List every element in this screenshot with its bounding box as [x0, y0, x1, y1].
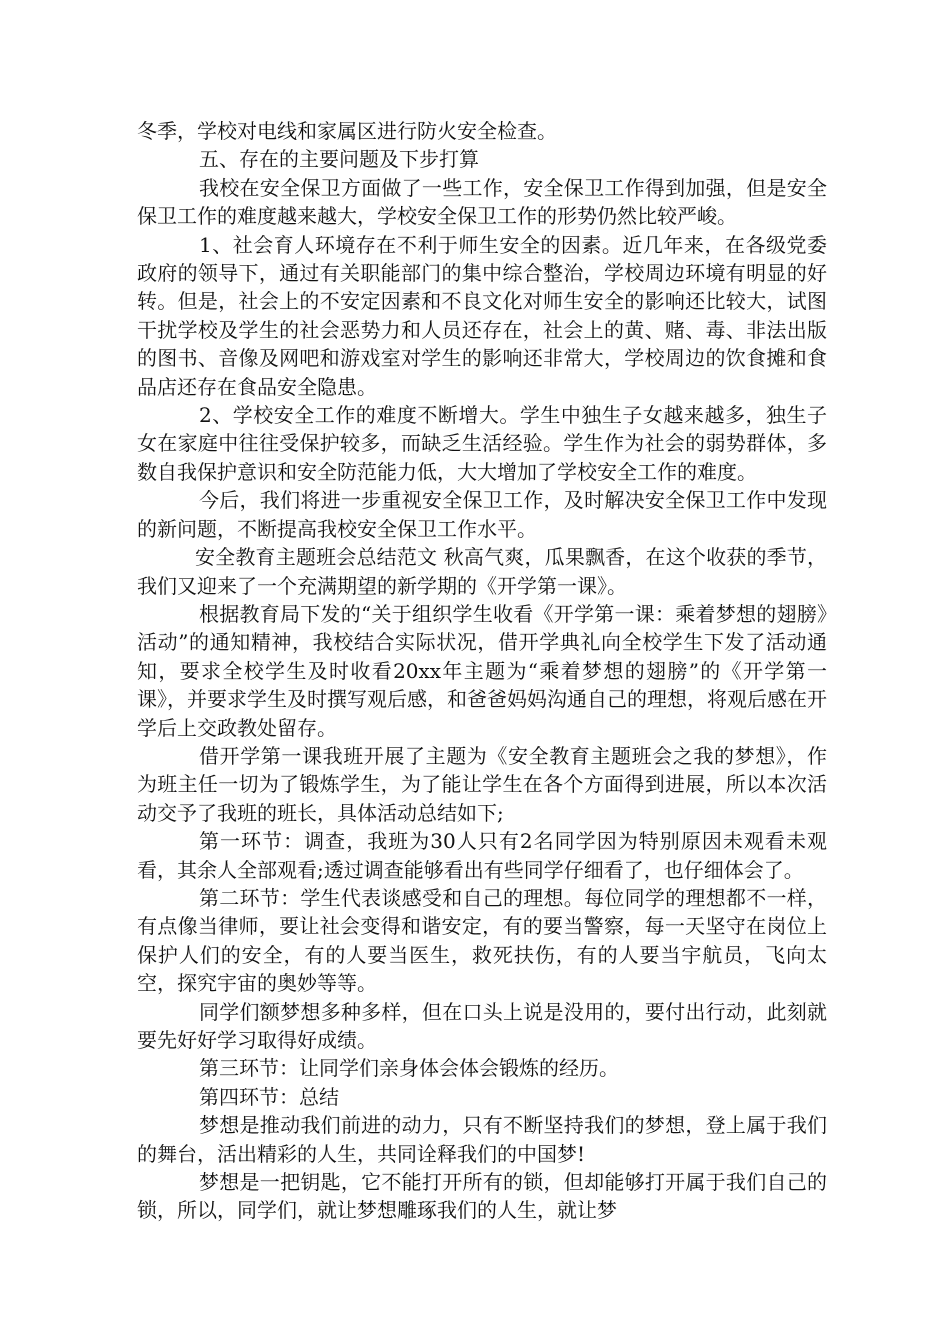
paragraph-step-3: 第三环节：让同学们亲身体会体会锻炼的经历。	[199, 1056, 619, 1081]
paragraph-activity-theme: 借开学第一课我班开展了主题为《安全教育主题班会之我的梦想》，作为班主任一切为了锻炼学生，为了能让学生在各个方面得到进展，所以本次活动交予了我班的班长，具体活动总结如下;	[137, 743, 827, 825]
paragraph-dream-key: 梦想是一把钥匙，它不能打开所有的锁，但却能够打开属于我们自己的锁，所以，同学们，就让梦想雕琢我们的人生，就让梦	[137, 1170, 827, 1223]
paragraph-dream-motivation: 梦想是推动我们前进的动力，只有不断坚持我们的梦想，登上属于我们的舞台，活出精彩的人生，共同诠释我们的中国梦!	[137, 1113, 827, 1166]
paragraph-step-1: 第一环节：调查，我班为30人只有2名同学因为特别原因未观看未观看，其余人全部观看;透过调查能够看出有些同学仔细看了，也仔细体会了。	[137, 829, 827, 882]
paragraph-summary-intro: 我校在安全保卫方面做了一些工作，安全保卫工作得到加强，但是安全保卫工作的难度越来越大，学校安全保卫工作的形势仍然比较严峻。	[137, 175, 827, 229]
document-body	[137, 117, 827, 1225]
paragraph-issue-1: 1、社会育人环境存在不利于师生安全的因素。近几年来，在各级党委政府的领导下，通过有关职能部门的集中综合整治，学校周边环境有明显的好转。但是，社会上的不安定因素和不良文化对师生安全的影响还比较大，试图干扰学校及学生的社会恶势力和人员还存在，社会上的黄、赌、毒、非法出版的图书、音像及网吧和游戏室对学生的影响还非常大，学校周边的饮食摊和食品店还存在食品安全隐患。	[137, 232, 827, 399]
paragraph-step-2: 第二环节：学生代表谈感受和自己的理想。每位同学的理想都不一样，有点像当律师，要让社会变得和谐安定，有的要当警察，每一天坚守在岗位上保护人们的安全，有的人要当医生，救死扶伤，有的人要当宇航员，飞向太空，探究宇宙的奥妙等等。	[137, 885, 827, 996]
paragraph-notice: 根据教育局下发的“关于组织学生收看《开学第一课：乘着梦想的翅膀》活动”的通知精神，我校结合实际状况，借开学典礼向全校学生下发了活动通知，要求全校学生及时收看20xx年主题为“乘着梦想的翅膀”的《开学第一课》，并要求学生及时撰写观后感，和爸爸妈妈沟通自己的理想，将观后感在开学后上交政教处留存。	[137, 601, 827, 740]
paragraph-dreams-action: 同学们额梦想多种多样，但在口头上说是没用的，要付出行动，此刻就要先好好学习取得好成绩。	[137, 999, 827, 1052]
paragraph-step-4: 第四环节：总结	[199, 1084, 339, 1109]
paragraph-issue-2: 2、学校安全工作的难度不断增大。学生中独生子女越来越多，独生子女在家庭中往往受保护较多，而缺乏生活经验。学生作为社会的弱势群体，多数自我保护意识和安全防范能力低，大大增加了学校安全工作的难度。	[137, 403, 827, 484]
paragraph-future-plan: 今后，我们将进一步重视安全保卫工作，及时解决安全保卫工作中发现的新问题，不断提高我校安全保卫工作水平。	[137, 488, 827, 541]
paragraph-fire-inspection: 冬季，学校对电线和家属区进行防火安全检查。	[137, 119, 557, 143]
paragraph-class-meeting-title: 安全教育主题班会总结范文 秋高气爽，瓜果飘香，在这个收获的季节，我们又迎来了一个充满期望的新学期的《开学第一课》。	[137, 545, 827, 598]
section-heading-problems: 五、存在的主要问题及下步打算	[199, 147, 479, 172]
